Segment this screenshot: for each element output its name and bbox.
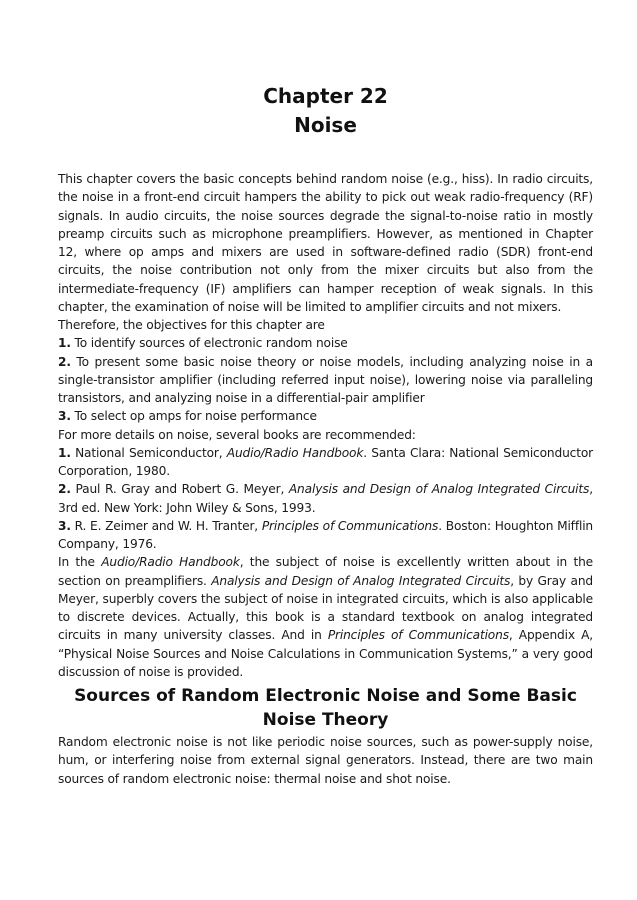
objective-number: 1. (58, 336, 71, 351)
reference-authors: Paul R. Gray and Robert G. Meyer, (70, 482, 289, 497)
objective-text: To select op amps for noise performance (70, 409, 317, 424)
objective-item (58, 334, 593, 352)
objective-item (58, 407, 593, 425)
section-paragraph: Random electronic noise is not like periodic noise sources, such as power-supply noise, hum, or interfering noise from external signal generators. Instead, there are two main sources of random electronic noise: thermal noise and shot noise. (58, 735, 593, 786)
reference-title: Analysis and Design of Analog Integrated Circuits (288, 482, 590, 497)
section-heading-continued: Noise Theory (262, 710, 389, 730)
section-body (58, 733, 593, 788)
reference-item (58, 480, 593, 517)
reference-number: 2. (58, 482, 71, 497)
reference-publisher: . Santa Clara: National Semiconductor Corporation, 1980. (58, 445, 593, 478)
discussion-text: In the (58, 555, 102, 570)
objective-number: 3. (58, 409, 71, 424)
discussion-text: , Appendix A, “Physical Noise Sources and Noise Calculations in Communication Systems,” a very good discussion of noise is provided. (58, 628, 594, 679)
objectives-intro: Therefore, the objectives for this chapter are (58, 318, 325, 332)
discussion-book-title: Analysis and Design of Analog Integrated Circuits (211, 573, 511, 588)
reference-title: Principles of Communications (261, 518, 439, 533)
discussion-book-title: Principles of Communications (327, 628, 509, 643)
books-intro: For more details on noise, several books are recommended: (58, 427, 416, 442)
objective-item (58, 353, 593, 408)
objective-text: To present some basic noise theory or noise models, including analyzing noise in a single-transistor amplifier (including referred input noise), lowering noise via paralleling transistors, and analyzing noise in a differential-pair amplifier (58, 354, 593, 405)
chapter-body (58, 170, 593, 681)
reference-authors: National Semiconductor, (70, 445, 227, 460)
reference-number: 1. (58, 445, 71, 460)
reference-item (58, 517, 593, 554)
reference-publisher: , 3rd ed. New York: John Wiley & Sons, 1993. (58, 482, 593, 515)
section-heading: Sources of Random Electronic Noise and Some Basic (74, 686, 577, 706)
reference-authors: R. E. Zeimer and W. H. Tranter, (70, 518, 262, 533)
chapter-subtitle: Noise (294, 113, 357, 137)
discussion-text: , by Gray and Meyer, superbly covers the subject of noise in integrated circuits, which is also applicable to discrete devices. Actually, this book is a standard textbook on analog integrated circuits in many university classes. And in (58, 573, 593, 643)
discussion-text: , the subject of noise is excellently written about in the section on preamplifiers. (58, 555, 593, 588)
discussion-book-title: Audio/Radio Handbook (101, 555, 240, 570)
reference-title: Audio/Radio Handbook (226, 445, 364, 460)
intro-paragraph: This chapter covers the basic concepts behind random noise (e.g., hiss). In radio circuits, the noise in a front-end circuit hampers the ability to pick out weak radio-frequency (RF) signals. In audio circuits, the noise sources degrade the signal-to-noise ratio in mostly preamp circuits such as microphone preamplifiers. However, as mentioned in Chapter 12, where op amps and mixers are used in software-defined radio (SDR) front-end circuits, the noise contribution not only from the mixer circuits but also from the intermediate-frequency (IF) amplifiers can hamper reception of weak signals. In this chapter, the examination of noise will be limited to amplifier circuits and not mixers. (58, 172, 593, 314)
reference-item (58, 444, 593, 481)
objective-text: To identify sources of electronic random noise (70, 336, 348, 351)
chapter-title: Chapter 22 (263, 84, 388, 108)
reference-number: 3. (58, 518, 71, 533)
objective-number: 2. (58, 354, 71, 369)
discussion-paragraph (58, 553, 593, 681)
reference-publisher: . Boston: Houghton Mifflin Company, 1976. (58, 518, 594, 551)
